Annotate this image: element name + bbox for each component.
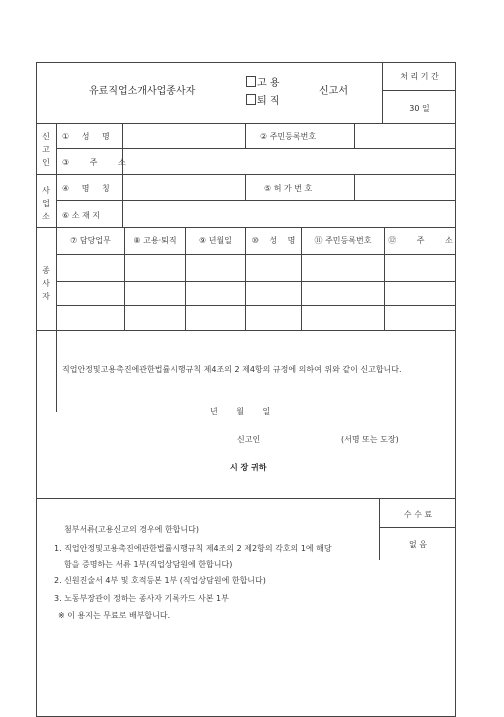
employee-header-duty: ⑦ 담당업무 — [70, 236, 111, 245]
form-title-suffix: 신고서 — [319, 86, 348, 97]
reporter-section-label: 신 고 인 — [42, 132, 50, 167]
declaration-text: 직업안정및고용촉진에관한법률시행규칙 제4조의 2 제4항의 규정에 의하여 위와 같이 신고합니다. — [62, 365, 402, 374]
business-location-label: ⑥ 소 재 지 — [62, 211, 100, 220]
employee-header-name: ⑩ 성 명 — [251, 236, 296, 245]
employee-row[interactable] — [57, 306, 456, 330]
business-permit-field[interactable] — [355, 175, 455, 200]
reporter-address-label: ③ 주 소 — [62, 158, 126, 167]
report-form — [36, 62, 456, 717]
business-permit-label: ⑤ 허 가 번 호 — [264, 184, 313, 193]
signer-label: 신고인 — [237, 435, 261, 444]
signature-note: (서명 또는 도장) — [341, 435, 399, 444]
employee-section-label: 종 사 자 — [42, 266, 50, 301]
report-type-retire: 퇴 직 — [246, 92, 280, 107]
free-form-note: ※ 이 용지는 무료로 배부합니다. — [58, 611, 171, 620]
reporter-name-label: ① 성 명 — [62, 132, 110, 141]
fee-value: 없 음 — [409, 540, 427, 549]
employee-header-address: ⑫ 주 소 — [388, 236, 453, 245]
business-location-field[interactable] — [123, 201, 455, 227]
employee-row[interactable] — [57, 282, 456, 305]
reporter-rrn-label: ② 주민등록번호 — [260, 132, 317, 141]
attachments-heading: 첨부서류(고용신고의 경우에 한합니다) — [64, 525, 199, 534]
reporter-address-field[interactable] — [123, 149, 455, 174]
declaration-date: 년 월 일 — [210, 407, 271, 416]
attachment-item-2: 2. 신원진술서 4부 및 호적등본 1부 (직업상담원에 한합니다) — [54, 576, 266, 585]
reporter-rrn-field[interactable] — [355, 124, 455, 148]
form-title: 유료직업소개사업종사자 — [89, 86, 196, 97]
attachment-item-1-cont: 함을 증명하는 서류 1부(직업상담원에 한합니다) — [64, 560, 233, 569]
business-section-label: 사 업 소 — [42, 186, 50, 221]
report-type-employ: 고 용 — [246, 74, 280, 89]
attachment-item-3: 3. 노동부장관이 정하는 종사자 기록카드 사본 1부 — [54, 594, 229, 603]
attachment-item-1: 1. 직업안정및고용촉진에관한법률시행규칙 제4조의 2 제2항의 각호의 1에 해당 — [54, 544, 332, 553]
business-name-field[interactable] — [123, 175, 244, 200]
fee-label: 수 수 료 — [403, 510, 433, 519]
reporter-name-field[interactable] — [123, 124, 244, 148]
checkbox-retire[interactable] — [246, 94, 256, 105]
processing-period-value: 30 일 — [409, 104, 430, 113]
employee-row[interactable] — [57, 255, 456, 281]
processing-period-label: 처 리 기 간 — [400, 72, 439, 81]
employee-header-employ-retire: ⑧ 고용·퇴직 — [133, 236, 177, 245]
addressee: 시 장 귀하 — [230, 463, 267, 472]
checkbox-employ[interactable] — [246, 76, 256, 87]
employee-header-rrn: ⑪ 주민등록번호 — [314, 236, 372, 245]
business-name-label: ④ 명 칭 — [62, 184, 110, 193]
employee-header-date: ⑨ 년월일 — [199, 236, 232, 245]
